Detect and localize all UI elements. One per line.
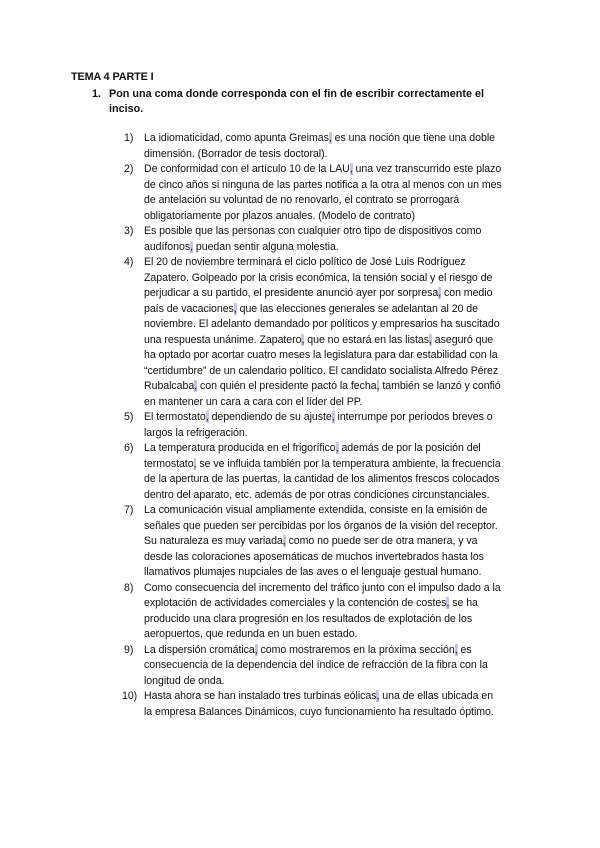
text-segment: Como consecuencia del incremento del tráfico junto con el impulso dado a la explotación de actividades comerciales y la contención de costes	[144, 581, 501, 609]
exercise-text	[144, 442, 501, 501]
exercise-item	[124, 162, 504, 224]
text-segment: es consecuencia de la dependencia del índice de refracción de la fibra con la longitud de onda.	[144, 643, 488, 687]
text-segment: que las elecciones generales se adelantan al 20 de noviembre. El adelanto demandado por políticos y empresarios ha suscitado una respuesta unánime. Zapatero	[144, 302, 500, 346]
exercise-text	[144, 504, 498, 578]
question-text: Pon una coma donde corresponda con el fin de escribir correctamente el inciso.	[109, 88, 484, 115]
question-1	[92, 87, 512, 117]
exercise-item	[124, 689, 504, 720]
exercise-item	[124, 224, 504, 255]
exercise-item	[124, 581, 504, 643]
highlighted-comma: ,	[446, 597, 450, 609]
exercise-text	[144, 225, 481, 253]
exercise-item	[124, 643, 504, 690]
highlighted-comma: ,	[205, 411, 209, 423]
question-number: 1.	[92, 88, 102, 100]
text-segment: El termostato	[144, 411, 206, 423]
highlighted-comma: ,	[190, 240, 193, 253]
highlighted-comma: ,	[282, 535, 286, 547]
text-segment: Hasta ahora se han instalado tres turbinas eólicas	[144, 690, 377, 702]
exercise-number: 2)	[124, 163, 134, 175]
exercise-text	[144, 256, 501, 408]
exercise-number: 10)	[122, 690, 138, 702]
text-segment: con quién el presidente pactó la fecha	[197, 380, 377, 392]
exercise-number: 4)	[124, 256, 134, 268]
text-segment: se ve influida también por la temperatura ambiente, la frecuencia de la apertura de las puertas, la cantidad de los alimentos frescos colocados dentro del aparato, etc. además de por otras condiciones circunstanciales.	[144, 457, 501, 501]
highlighted-comma: ,	[376, 690, 380, 702]
text-segment: La comunicación visual ampliamente extendida, consiste en la emisión de señales que pueden ser percibidas por los órganos de la visión del receptor. Su naturaleza es muy variada	[144, 504, 498, 547]
highlighted-comma: ,	[454, 643, 458, 656]
exercise-number: 8)	[124, 581, 134, 594]
text-segment: como no puede ser de otra manera, y va desde las coloraciones aposemáticas de muchos invertebrados hasta los llamativos plumajes nupciales de las aves o el lenguaje gestual humano.	[144, 535, 484, 578]
exercise-item	[124, 441, 504, 503]
exercise-list	[124, 131, 504, 720]
exercise-item	[124, 255, 504, 410]
highlighted-comma: ,	[233, 302, 237, 315]
text-segment: una de ellas ubicada en la empresa Balances Dinámicos, cuyo funcionamiento ha resultado óptimo.	[144, 690, 494, 718]
exercise-item	[124, 503, 504, 581]
text-segment: también se lanzó y confió en mantener un cara a cara con el líder del PP.	[144, 380, 501, 408]
text-segment: aseguró que ha optado por acortar cuatro meses la legislatura para dar estabilidad con la “certidumbre” de un calendario político. El candidato socialista Alfredo Pérez Rubalcaba	[144, 333, 499, 392]
exercise-number: 6)	[124, 442, 134, 454]
text-segment: además de por la posición del termostato	[144, 442, 481, 470]
exercise-text	[144, 644, 488, 687]
highlighted-comma: ,	[193, 457, 197, 470]
highlighted-comma: ,	[331, 411, 335, 423]
exercise-item	[124, 131, 504, 162]
text-segment: con medio país de vacaciones	[144, 287, 493, 315]
exercise-number: 3)	[124, 225, 134, 237]
text-segment: El 20 de noviembre terminará el ciclo político de José Luis Rodríguez Zapatero. Golpeado por la crisis económica, la tensión social y el riesgo de perjudicar a su partido, el presidente anunció ayer por sorpresa	[144, 256, 493, 299]
highlighted-comma: ,	[335, 442, 339, 454]
document-title: TEMA 4 PARTE I	[71, 71, 154, 83]
text-segment: La temperatura producida en el frigorífico	[144, 442, 336, 454]
text-segment: se ha producido una clara progresión en los resultados de explotación de los aeropuertos, que redunda en un buen estado.	[144, 597, 478, 640]
exercise-text	[144, 582, 501, 641]
exercise-text	[144, 163, 502, 222]
highlighted-comma: ,	[376, 380, 380, 392]
text-segment: una vez transcurrido este plazo de cinco años si ninguna de las partes notifica a la otra al menos con un mes de antelación su voluntad de no renovarlo, el contrato se prorrogará obligatoriamente por plazos anuales. (Modelo de contrato)	[144, 163, 502, 222]
highlighted-comma: ,	[429, 333, 432, 346]
text-segment: es una noción que tiene una doble dimensión. (Borrador de tesis doctoral).	[144, 132, 495, 160]
highlighted-comma: ,	[254, 643, 258, 656]
text-segment: La idiomaticidad, como apunta Greimas	[144, 132, 329, 144]
exercise-number: 7)	[124, 504, 134, 516]
text-segment: interrumpe por períodos breves o largos la refrigeración.	[144, 411, 493, 439]
exercise-number: 9)	[124, 643, 134, 656]
exercise-number: 1)	[124, 132, 134, 144]
highlighted-comma: ,	[194, 380, 198, 392]
highlighted-comma: ,	[438, 287, 442, 299]
text-segment: De conformidad con el artículo 10 de la LAU	[144, 163, 350, 175]
text-segment: Es posible que las personas con cualquier otro tipo de dispositivos como audífonos	[144, 225, 482, 253]
text-segment: que no estará en las listas	[304, 333, 429, 346]
exercise-text	[144, 411, 493, 439]
highlighted-comma: ,	[349, 163, 353, 175]
text-segment: puedan sentir alguna molestia.	[193, 240, 339, 253]
highlighted-comma: ,	[301, 333, 305, 346]
highlighted-comma: ,	[328, 132, 332, 144]
exercise-number: 5)	[124, 411, 134, 423]
exercise-text	[144, 690, 494, 718]
exercise-text	[144, 132, 495, 160]
text-segment: como mostraremos en la próxima sección	[257, 643, 455, 656]
exercise-item	[124, 410, 504, 441]
text-segment: dependiendo de su ajuste	[208, 411, 332, 423]
text-segment: La dispersión cromática	[144, 643, 255, 656]
